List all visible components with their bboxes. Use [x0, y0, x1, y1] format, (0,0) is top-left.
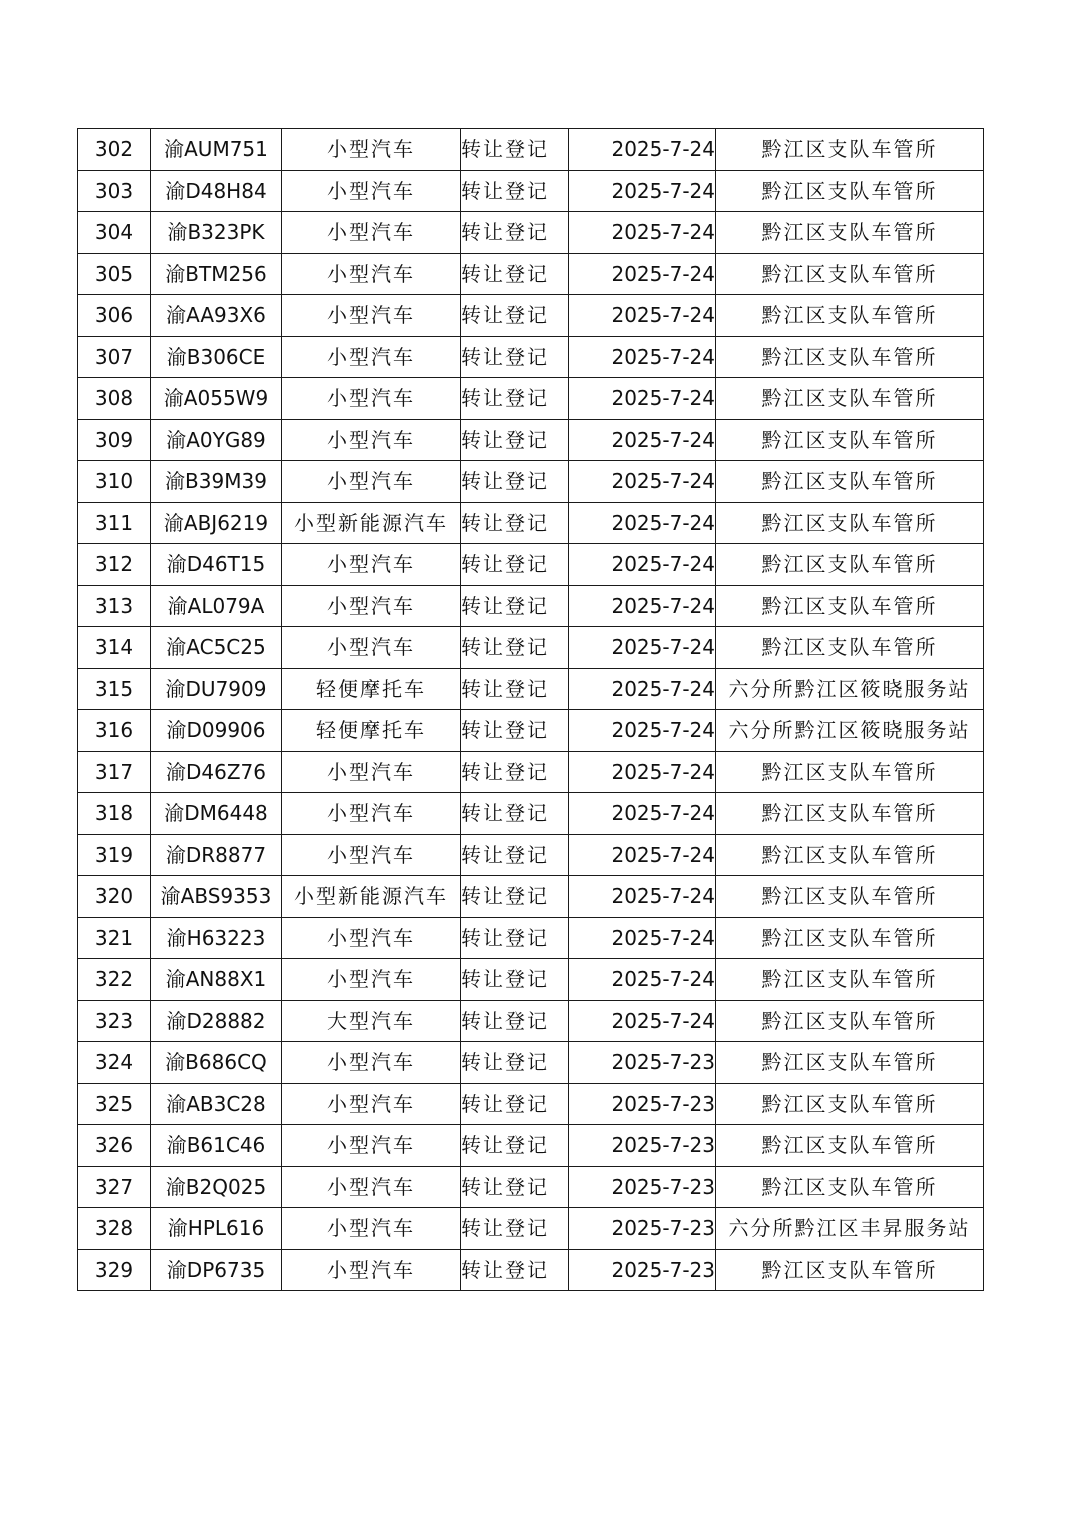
plate-number-cell: 渝DM6448: [151, 793, 282, 835]
handling-office-cell: 黔江区支队车管所: [716, 212, 984, 254]
row-number-cell: 314: [78, 627, 151, 669]
table-row: [78, 751, 984, 793]
plate-number-cell: 渝D09906: [151, 710, 282, 752]
plate-number-cell: 渝B61C46: [151, 1125, 282, 1167]
plate-number-cell: 渝AL079A: [151, 585, 282, 627]
plate-number-cell: 渝BTM256: [151, 253, 282, 295]
handling-office-cell: 黔江区支队车管所: [716, 917, 984, 959]
registration-date-cell: 2025-7-24: [569, 793, 716, 835]
handling-office-cell: 黔江区支队车管所: [716, 1125, 984, 1167]
plate-number-cell: 渝H63223: [151, 917, 282, 959]
business-type-cell: 转让登记: [461, 1249, 569, 1291]
handling-office-cell: 黔江区支队车管所: [716, 129, 984, 171]
registration-date-cell: 2025-7-24: [569, 917, 716, 959]
vehicle-type-cell: 小型汽车: [282, 834, 461, 876]
handling-office-cell: 黔江区支队车管所: [716, 1249, 984, 1291]
business-type-cell: 转让登记: [461, 1208, 569, 1250]
business-type-cell: 转让登记: [461, 253, 569, 295]
vehicle-type-cell: 小型汽车: [282, 129, 461, 171]
business-type-cell: 转让登记: [461, 378, 569, 420]
table-row: [78, 336, 984, 378]
handling-office-cell: 黔江区支队车管所: [716, 751, 984, 793]
row-number-cell: 312: [78, 544, 151, 586]
vehicle-type-cell: 小型汽车: [282, 585, 461, 627]
table-row: [78, 1208, 984, 1250]
plate-number-cell: 渝ABS9353: [151, 876, 282, 918]
row-number-cell: 326: [78, 1125, 151, 1167]
handling-office-cell: 黔江区支队车管所: [716, 253, 984, 295]
handling-office-cell: 黔江区支队车管所: [716, 1042, 984, 1084]
row-number-cell: 310: [78, 461, 151, 503]
row-number-cell: 318: [78, 793, 151, 835]
vehicle-type-cell: 小型汽车: [282, 544, 461, 586]
vehicle-type-cell: 轻便摩托车: [282, 668, 461, 710]
vehicle-type-cell: 小型汽车: [282, 1083, 461, 1125]
row-number-cell: 306: [78, 295, 151, 337]
vehicle-type-cell: 小型汽车: [282, 212, 461, 254]
registration-date-cell: 2025-7-24: [569, 170, 716, 212]
business-type-cell: 转让登记: [461, 793, 569, 835]
handling-office-cell: 黔江区支队车管所: [716, 834, 984, 876]
plate-number-cell: 渝DU7909: [151, 668, 282, 710]
row-number-cell: 321: [78, 917, 151, 959]
row-number-cell: 327: [78, 1166, 151, 1208]
handling-office-cell: 黔江区支队车管所: [716, 170, 984, 212]
table-row: [78, 129, 984, 171]
registration-date-cell: 2025-7-23: [569, 1208, 716, 1250]
row-number-cell: 320: [78, 876, 151, 918]
vehicle-type-cell: 小型汽车: [282, 378, 461, 420]
table-row: [78, 295, 984, 337]
handling-office-cell: 黔江区支队车管所: [716, 1083, 984, 1125]
row-number-cell: 309: [78, 419, 151, 461]
registration-date-cell: 2025-7-23: [569, 1125, 716, 1167]
table-row: [78, 544, 984, 586]
table-row: [78, 793, 984, 835]
business-type-cell: 转让登记: [461, 585, 569, 627]
handling-office-cell: 黔江区支队车管所: [716, 544, 984, 586]
handling-office-cell: 黔江区支队车管所: [716, 378, 984, 420]
business-type-cell: 转让登记: [461, 751, 569, 793]
table-row: [78, 585, 984, 627]
row-number-cell: 315: [78, 668, 151, 710]
registration-date-cell: 2025-7-24: [569, 378, 716, 420]
row-number-cell: 325: [78, 1083, 151, 1125]
vehicle-type-cell: 小型汽车: [282, 751, 461, 793]
registration-date-cell: 2025-7-24: [569, 959, 716, 1001]
business-type-cell: 转让登记: [461, 129, 569, 171]
handling-office-cell: 黔江区支队车管所: [716, 585, 984, 627]
plate-number-cell: 渝B39M39: [151, 461, 282, 503]
plate-number-cell: 渝A055W9: [151, 378, 282, 420]
plate-number-cell: 渝B306CE: [151, 336, 282, 378]
handling-office-cell: 黔江区支队车管所: [716, 419, 984, 461]
business-type-cell: 转让登记: [461, 1083, 569, 1125]
handling-office-cell: 黔江区支队车管所: [716, 295, 984, 337]
vehicle-type-cell: 大型汽车: [282, 1000, 461, 1042]
registration-table: [77, 128, 984, 1291]
plate-number-cell: 渝B686CQ: [151, 1042, 282, 1084]
row-number-cell: 304: [78, 212, 151, 254]
handling-office-cell: 黔江区支队车管所: [716, 627, 984, 669]
registration-date-cell: 2025-7-24: [569, 710, 716, 752]
registration-date-cell: 2025-7-24: [569, 544, 716, 586]
plate-number-cell: 渝AN88X1: [151, 959, 282, 1001]
row-number-cell: 317: [78, 751, 151, 793]
business-type-cell: 转让登记: [461, 876, 569, 918]
vehicle-type-cell: 小型汽车: [282, 1125, 461, 1167]
plate-number-cell: 渝AA93X6: [151, 295, 282, 337]
table-row: [78, 1000, 984, 1042]
table-row: [78, 627, 984, 669]
vehicle-type-cell: 小型汽车: [282, 336, 461, 378]
business-type-cell: 转让登记: [461, 627, 569, 669]
registration-date-cell: 2025-7-24: [569, 461, 716, 503]
business-type-cell: 转让登记: [461, 668, 569, 710]
table-row: [78, 1083, 984, 1125]
business-type-cell: 转让登记: [461, 1125, 569, 1167]
business-type-cell: 转让登记: [461, 544, 569, 586]
plate-number-cell: 渝AUM751: [151, 129, 282, 171]
table-row: [78, 253, 984, 295]
row-number-cell: 328: [78, 1208, 151, 1250]
vehicle-type-cell: 小型汽车: [282, 627, 461, 669]
row-number-cell: 303: [78, 170, 151, 212]
registration-date-cell: 2025-7-23: [569, 1042, 716, 1084]
table-row: [78, 1166, 984, 1208]
registration-date-cell: 2025-7-24: [569, 253, 716, 295]
vehicle-type-cell: 小型汽车: [282, 295, 461, 337]
handling-office-cell: 黔江区支队车管所: [716, 876, 984, 918]
business-type-cell: 转让登记: [461, 336, 569, 378]
business-type-cell: 转让登记: [461, 419, 569, 461]
table-row: [78, 917, 984, 959]
table-row: [78, 212, 984, 254]
vehicle-type-cell: 小型汽车: [282, 959, 461, 1001]
row-number-cell: 305: [78, 253, 151, 295]
row-number-cell: 311: [78, 502, 151, 544]
plate-number-cell: 渝AC5C25: [151, 627, 282, 669]
row-number-cell: 307: [78, 336, 151, 378]
business-type-cell: 转让登记: [461, 710, 569, 752]
vehicle-type-cell: 小型汽车: [282, 1249, 461, 1291]
table-row: [78, 1249, 984, 1291]
business-type-cell: 转让登记: [461, 917, 569, 959]
table-row: [78, 834, 984, 876]
handling-office-cell: 六分所黔江区筱晓服务站: [716, 668, 984, 710]
vehicle-type-cell: 小型汽车: [282, 461, 461, 503]
plate-number-cell: 渝DP6735: [151, 1249, 282, 1291]
handling-office-cell: 六分所黔江区筱晓服务站: [716, 710, 984, 752]
table-body: [78, 129, 984, 1291]
registration-date-cell: 2025-7-23: [569, 1249, 716, 1291]
row-number-cell: 316: [78, 710, 151, 752]
vehicle-type-cell: 小型汽车: [282, 1166, 461, 1208]
table-row: [78, 419, 984, 461]
handling-office-cell: 黔江区支队车管所: [716, 336, 984, 378]
plate-number-cell: 渝A0YG89: [151, 419, 282, 461]
vehicle-type-cell: 小型汽车: [282, 170, 461, 212]
business-type-cell: 转让登记: [461, 1042, 569, 1084]
registration-date-cell: 2025-7-23: [569, 1083, 716, 1125]
registration-date-cell: 2025-7-24: [569, 876, 716, 918]
table-row: [78, 461, 984, 503]
plate-number-cell: 渝B323PK: [151, 212, 282, 254]
table-row: [78, 959, 984, 1001]
registration-date-cell: 2025-7-24: [569, 129, 716, 171]
vehicle-type-cell: 小型汽车: [282, 419, 461, 461]
table-row: [78, 170, 984, 212]
plate-number-cell: 渝D48H84: [151, 170, 282, 212]
business-type-cell: 转让登记: [461, 461, 569, 503]
row-number-cell: 313: [78, 585, 151, 627]
registration-date-cell: 2025-7-24: [569, 419, 716, 461]
row-number-cell: 319: [78, 834, 151, 876]
registration-date-cell: 2025-7-24: [569, 502, 716, 544]
table-row: [78, 876, 984, 918]
row-number-cell: 308: [78, 378, 151, 420]
vehicle-type-cell: 小型汽车: [282, 1208, 461, 1250]
plate-number-cell: 渝DR8877: [151, 834, 282, 876]
business-type-cell: 转让登记: [461, 212, 569, 254]
row-number-cell: 324: [78, 1042, 151, 1084]
business-type-cell: 转让登记: [461, 834, 569, 876]
plate-number-cell: 渝D46T15: [151, 544, 282, 586]
registration-date-cell: 2025-7-24: [569, 585, 716, 627]
business-type-cell: 转让登记: [461, 959, 569, 1001]
registration-date-cell: 2025-7-24: [569, 212, 716, 254]
business-type-cell: 转让登记: [461, 170, 569, 212]
vehicle-type-cell: 小型汽车: [282, 793, 461, 835]
table-row: [78, 710, 984, 752]
vehicle-type-cell: 小型新能源汽车: [282, 502, 461, 544]
registration-date-cell: 2025-7-24: [569, 668, 716, 710]
registration-date-cell: 2025-7-24: [569, 295, 716, 337]
handling-office-cell: 黔江区支队车管所: [716, 1166, 984, 1208]
registration-date-cell: 2025-7-24: [569, 1000, 716, 1042]
row-number-cell: 329: [78, 1249, 151, 1291]
registration-date-cell: 2025-7-24: [569, 336, 716, 378]
row-number-cell: 322: [78, 959, 151, 1001]
table-row: [78, 502, 984, 544]
vehicle-type-cell: 小型新能源汽车: [282, 876, 461, 918]
business-type-cell: 转让登记: [461, 1166, 569, 1208]
plate-number-cell: 渝HPL616: [151, 1208, 282, 1250]
handling-office-cell: 黔江区支队车管所: [716, 502, 984, 544]
vehicle-type-cell: 小型汽车: [282, 1042, 461, 1084]
plate-number-cell: 渝ABJ6219: [151, 502, 282, 544]
table-row: [78, 1125, 984, 1167]
vehicle-type-cell: 小型汽车: [282, 917, 461, 959]
business-type-cell: 转让登记: [461, 295, 569, 337]
registration-date-cell: 2025-7-24: [569, 627, 716, 669]
handling-office-cell: 黔江区支队车管所: [716, 1000, 984, 1042]
row-number-cell: 323: [78, 1000, 151, 1042]
handling-office-cell: 黔江区支队车管所: [716, 793, 984, 835]
table-row: [78, 378, 984, 420]
plate-number-cell: 渝B2Q025: [151, 1166, 282, 1208]
handling-office-cell: 六分所黔江区丰昇服务站: [716, 1208, 984, 1250]
plate-number-cell: 渝D28882: [151, 1000, 282, 1042]
vehicle-type-cell: 轻便摩托车: [282, 710, 461, 752]
plate-number-cell: 渝D46Z76: [151, 751, 282, 793]
registration-date-cell: 2025-7-24: [569, 751, 716, 793]
plate-number-cell: 渝AB3C28: [151, 1083, 282, 1125]
registration-date-cell: 2025-7-23: [569, 1166, 716, 1208]
business-type-cell: 转让登记: [461, 502, 569, 544]
business-type-cell: 转让登记: [461, 1000, 569, 1042]
vehicle-type-cell: 小型汽车: [282, 253, 461, 295]
table-row: [78, 668, 984, 710]
row-number-cell: 302: [78, 129, 151, 171]
registration-date-cell: 2025-7-24: [569, 834, 716, 876]
handling-office-cell: 黔江区支队车管所: [716, 461, 984, 503]
handling-office-cell: 黔江区支队车管所: [716, 959, 984, 1001]
table-row: [78, 1042, 984, 1084]
